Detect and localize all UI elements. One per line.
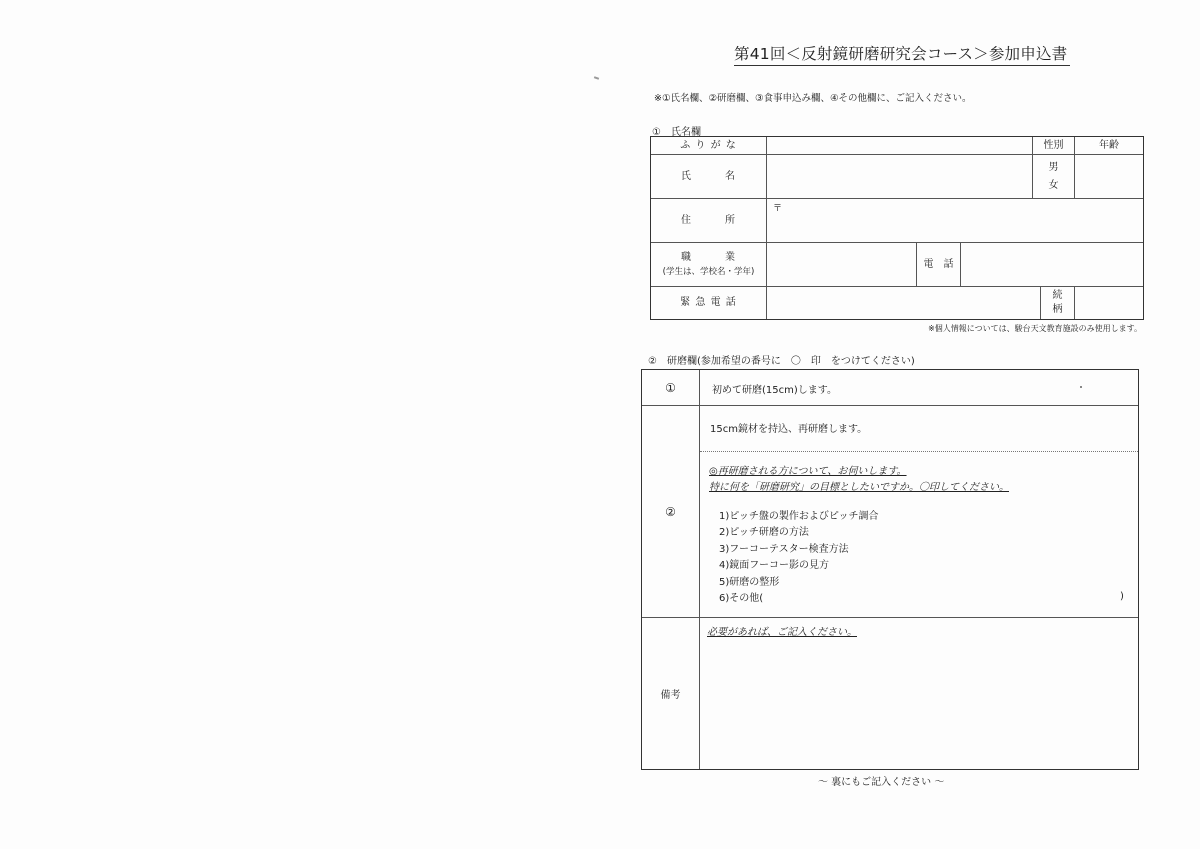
gender-male[interactable]: 男 xyxy=(1048,161,1059,173)
option-content-2 xyxy=(700,406,1138,617)
postal-mark: 〒 xyxy=(773,204,783,214)
remarks-note: 必要があれば、ご記入ください。 xyxy=(707,627,857,638)
furigana-label: ふ り が な xyxy=(651,137,767,154)
name-label: 氏 名 xyxy=(651,155,767,198)
goal-option[interactable]: 1)ピッチ盤の製作およびピッチ調合 xyxy=(719,511,879,522)
occupation-field[interactable] xyxy=(767,243,917,286)
address-field[interactable] xyxy=(767,199,1143,242)
question-line-1: ◎再研磨される方について、お伺いします。 xyxy=(709,466,907,477)
name-field[interactable] xyxy=(767,155,1033,198)
age-field[interactable] xyxy=(1075,155,1143,198)
goal-options-list xyxy=(719,509,878,607)
gender-header: 性別 xyxy=(1033,137,1075,154)
emergency-label: 緊 急 電 話 xyxy=(651,287,767,319)
furigana-row xyxy=(651,137,1143,155)
goal-option[interactable]: 5)研磨の整形 xyxy=(719,576,780,588)
relation-label-2: 柄 xyxy=(1052,304,1063,315)
instruction-note: ※①氏名欄、②研磨欄、③食事申込み欄、④その他欄に、ご記入ください。 xyxy=(654,93,972,104)
section1-label: ① 氏名欄 xyxy=(652,127,701,138)
phone-label: 電 話 xyxy=(917,243,961,286)
occupation-label-main: 職 業 xyxy=(681,251,736,263)
option-content-1 xyxy=(700,370,1138,405)
section2-label: ② 研磨欄(参加希望の番号に 〇 印 をつけてください) xyxy=(648,356,915,367)
occupation-row xyxy=(651,243,1143,287)
question-line-2: 特に何を「研磨研究」の目標としたいですか。〇印してください。 xyxy=(709,482,1009,493)
goal-option[interactable]: 2)ピッチ研磨の方法 xyxy=(719,527,809,539)
phone-field[interactable] xyxy=(961,243,1143,286)
name-row xyxy=(651,155,1143,199)
form-title: 第41回＜反射鏡研磨研究会コース＞参加申込書 xyxy=(734,44,1070,66)
emergency-row xyxy=(651,287,1143,319)
remarks-label: 備考 xyxy=(642,618,700,769)
goal-option[interactable]: 3)フーコーテスター検査方法 xyxy=(719,543,849,555)
option-text-2: 15cm鏡材を持込、再研磨します。 xyxy=(710,424,868,435)
dotted-divider xyxy=(700,451,1138,452)
option-number-1[interactable]: ① xyxy=(642,370,700,405)
polishing-section-table xyxy=(641,369,1139,770)
privacy-note: ※個人情報については、駿台天文教育施設のみ使用します。 xyxy=(928,324,1142,333)
remarks-row xyxy=(642,618,1138,769)
address-row xyxy=(651,199,1143,243)
gender-female[interactable]: 女 xyxy=(1048,179,1059,191)
remarks-field[interactable] xyxy=(700,618,1138,769)
occupation-label xyxy=(651,243,767,286)
footer-note: ～ 裏にもご記入ください ～ xyxy=(818,777,945,788)
scan-mark xyxy=(1080,386,1082,388)
occupation-label-sub: (学生は、学校名・学年) xyxy=(662,266,755,277)
option-text-1: 初めて研磨(15cm)します。 xyxy=(712,385,837,396)
scan-speck xyxy=(594,76,599,80)
furigana-field[interactable] xyxy=(767,137,1033,154)
name-section-table xyxy=(650,136,1144,320)
relation-label xyxy=(1041,287,1075,319)
emergency-field[interactable] xyxy=(767,287,1041,319)
relation-label-1: 続 xyxy=(1052,290,1063,301)
address-label: 住 所 xyxy=(651,199,767,242)
goal-option-other[interactable]: 6)その他( xyxy=(719,593,764,605)
option-row-1 xyxy=(642,370,1138,406)
option-number-2[interactable]: ② xyxy=(642,406,700,617)
goal-option[interactable]: 4)鏡面フーコー影の見方 xyxy=(719,560,829,572)
gender-choice[interactable] xyxy=(1033,155,1075,198)
option-row-2 xyxy=(642,406,1138,618)
relation-field[interactable] xyxy=(1075,287,1143,319)
age-header: 年齢 xyxy=(1099,139,1119,151)
other-closing-paren: ) xyxy=(1120,591,1124,602)
